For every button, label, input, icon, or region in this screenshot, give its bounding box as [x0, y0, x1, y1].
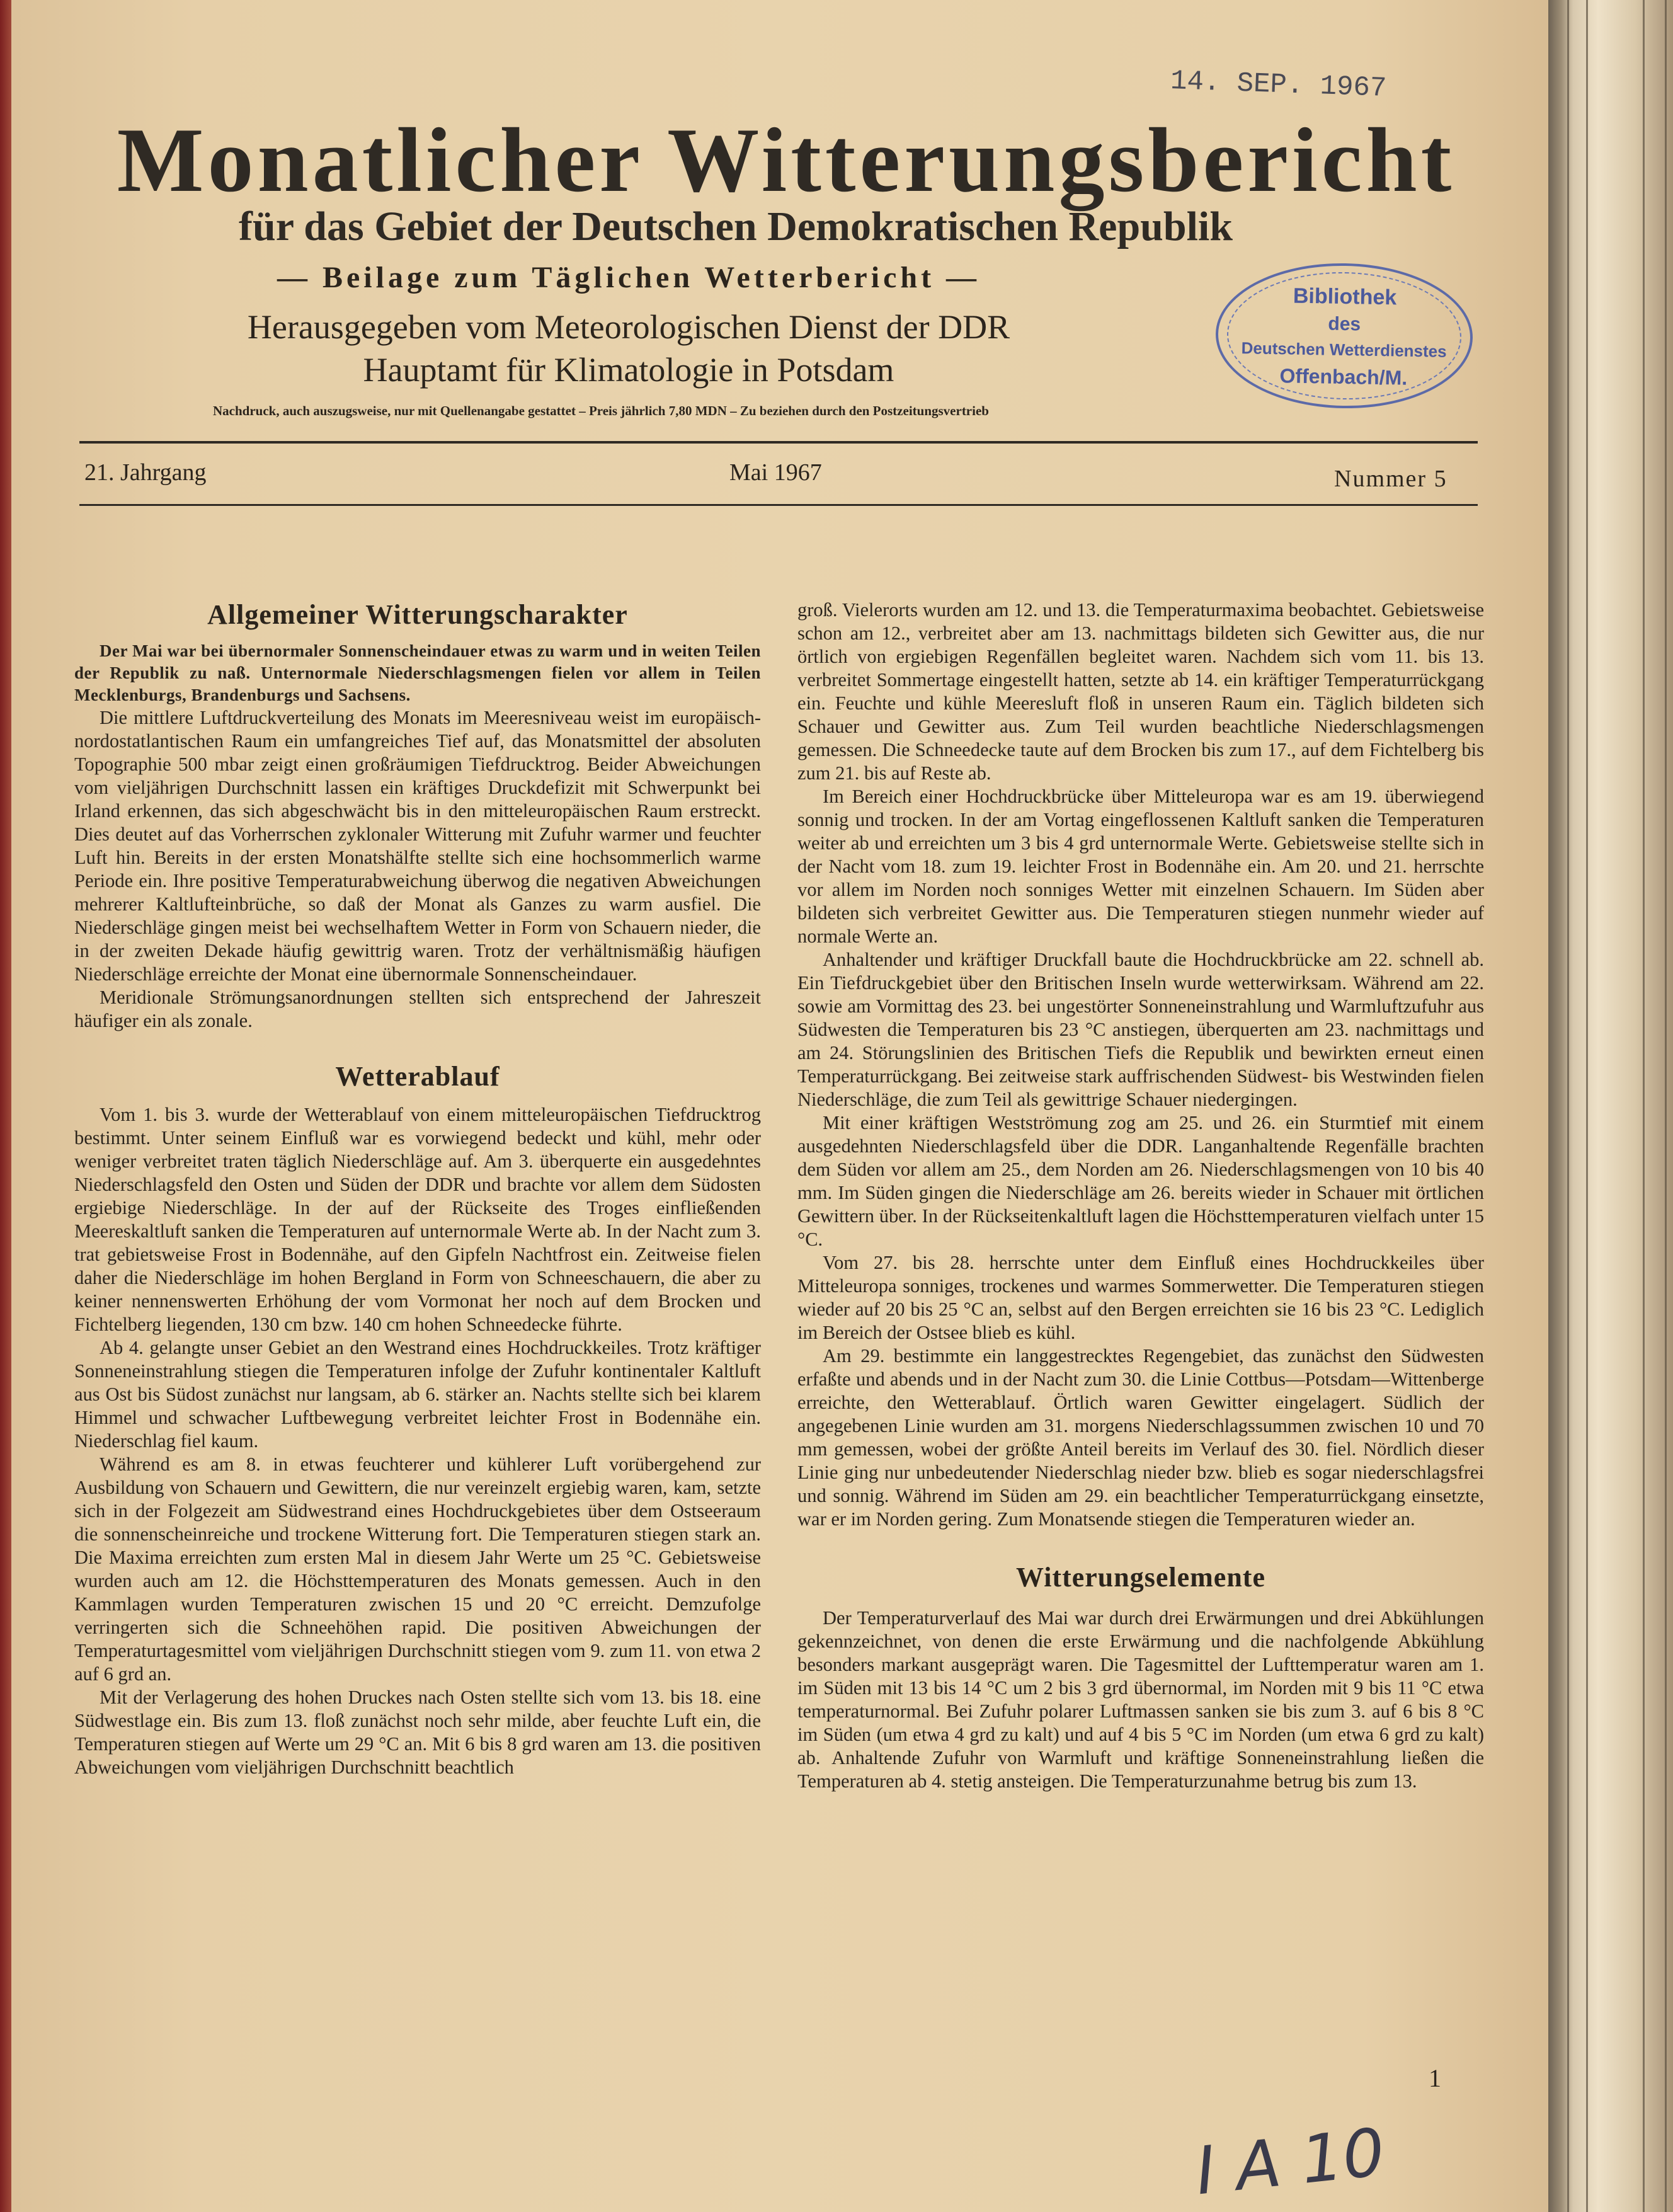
- paragraph: Ab 4. gelangte unser Gebiet an den Westrand eines Hochdruckkeiles. Trotz kräftiger Sonneneinstrahlung stiegen die Temperaturen infolge der Zufuhr kontinentaler Kaltluft aus Ost bis Südost zunächst nur langsam, ab 6. stärker an. Nachts stellte sich bei klarem Himmel und schwacher Luftbewegung verbreitet leichter Frost in Bodennähe ein. Niederschlag fiel kaum.: [74, 1337, 761, 1452]
- publication-subtitle: für das Gebiet der Deutschen Demokratischen Republik: [239, 203, 1233, 249]
- heading-allgemeiner-witterungscharakter: Allgemeiner Witterungscharakter: [207, 599, 628, 630]
- book-binding-edge: [1548, 0, 1673, 2212]
- publication-title: Monatlicher Witterungsbericht: [117, 109, 1456, 211]
- paragraph: Meridionale Strömungsanordnungen stellten sich entsprechend der Jahreszeit häufiger ein als zonale.: [74, 987, 761, 1031]
- paragraph: Mit einer kräftigen Westströmung zog am 25. und 26. ein Sturmtief mit einem ausgedehnten Niederschlagsfeld über die DDR. Langanhaltende Regenfälle brachten dem Süden vor allem am 25., dem Norden am 26. Niederschlagsmengen von 10 bis 40 mm. Im Süden gingen die Niederschläge am 26. bereits wieder in Schauer mit örtlichen Gewittern über. In der Rückseitenkaltluft lagen die Höchsttemperaturen vielfach unter 15 °C.: [797, 1112, 1484, 1250]
- issue-number: Nummer 5: [1334, 466, 1447, 492]
- library-stamp: [1214, 261, 1474, 410]
- header-rule-top: [79, 441, 1478, 444]
- heading-wetterablauf: Wetterablauf: [335, 1061, 500, 1092]
- red-cover-edge: [0, 0, 11, 2212]
- document-page: [11, 0, 1548, 2212]
- paragraph: Im Bereich einer Hochdruckbrücke über Mitteleuropa war es am 19. überwiegend sonnig und trocken. In der am Vortag eingeflossenen Kaltluft sanken die Temperaturen weiter ab und erreichten um 3 bis 4 grd unternormale Werte. Gebietsweise stellte sich in der Nacht vom 18. zum 19. leichter Frost in Bodennähe ein. Am 20. und 21. herrschte vor allem im Norden noch sonniges Wetter mit einzelnen Schauern. Im Süden aber bildeten sich verbreitet Gewitter aus. Die Temperaturen stiegen nunmehr wieder auf normale Werte an.: [797, 786, 1484, 947]
- paragraph: Am 29. bestimmte ein langgestrecktes Regengebiet, das zunächst den Südwesten erfaßte und abends und in der Nacht zum 30. die Linie Cottbus—Potsdam—Wittenberge erreichte, den Wetterablauf. Örtlich waren Gewitter eingelagert. Südlich der angegebenen Linie wurden am 31. morgens Niederschlagssummen zwischen 10 und 70 mm gemessen, wobei der größte Anteil bereits im Verlauf des 30. fiel. Nördlich dieser Linie ging nur unbedeutender Niederschlag nieder bzw. blieb es sogar niederschlagsfrei und sonnig. Während im Süden am 29. ein beachtlicher Temperaturrückgang einsetzte, war er im Norden gering. Zum Monatsende stiegen die Temperaturen wieder an.: [797, 1345, 1484, 1530]
- handwritten-shelfmark: I A 10: [1192, 2113, 1388, 2210]
- reprint-note: Nachdruck, auch auszugsweise, nur mit Quellenangabe gestattet – Preis jährlich 7,80 MDN – Zu beziehen durch den Postzeitungsvertrieb: [213, 403, 989, 418]
- office-line: Hauptamt für Klimatologie in Potsdam: [363, 351, 894, 389]
- paragraph: groß. Vielerorts wurden am 12. und 13. die Temperaturmaxima beobachtet. Gebietsweise schon am 12., verbreitet aber am 13. nachmittags bildeten sich Gewitter aus, die nur örtlich von ergiebigen Regenfällen begleitet waren. Nachdem sich vom 11. bis 13. verbreitet Sommertage eingestellt hatten, setzte ab 14. ein kräftiger Temperaturrückgang ein. Feuchte und kühle Meeresluft floß in unseren Raum ein. Täglich bildeten sich Schauer und Gewitter aus. Zum Teil wurden beachtliche Niederschlagsmengen gemessen. Die Schneedecke taute auf dem Brocken bis zum 17., auf dem Fichtelberg bis zum 21. bis auf Reste ab.: [797, 599, 1484, 784]
- left-column: [74, 599, 761, 1779]
- paragraph: Vom 1. bis 3. wurde der Wetterablauf von einem mitteleuropäischen Tiefdrucktrog bestimmt. Unter seinem Einfluß war es vorwiegend bedeckt und kühl, mehr oder weniger verbreitet traten täglich Niederschläge auf. Am 3. überquerte ein ausgedehntes Niederschlagsfeld den Osten und Süden der DDR und brachte vor allem dem Südosten ergiebige Niederschläge. In der auf der Rückseite des Troges einfließenden Meereskaltluft sanken die Temperaturen auf unternormale Werte ab. In der Nacht zum 3. trat gebietsweise Frost in Bodennähe, auf den Gipfeln Nachtfrost ein. Zeitweise fielen daher die Niederschläge im hohen Bergland in Form von Schneeschauern, die aber zu keiner nennenswerten Erhöhung der vom Vormonat her noch auf dem Brocken und Fichtelberg liegenden, 130 cm bzw. 140 cm hohen Schneedecke führte.: [74, 1104, 761, 1335]
- summary-lead: Der Mai war bei übernormaler Sonnenscheindauer etwas zu warm und in weiten Teilen der Republik zu naß. Unternormale Niederschlagsmengen fielen vor allem in Teilen Mecklenburgs, Brandenburgs und Sachsens.: [74, 641, 761, 704]
- publisher-line: Herausgegeben vom Meteorologischen Dienst der DDR: [247, 308, 1010, 346]
- stamp-line-1: Bibliothek: [1293, 284, 1397, 310]
- supplement-line: — Beilage zum Täglichen Wetterbericht —: [277, 261, 981, 294]
- issue-month: Mai 1967: [729, 459, 822, 486]
- paragraph: Die mittlere Luftdruckverteilung des Monats im Meeresniveau weist im europäisch-nordostatlantischen Raum ein umfangreiches Tief auf, das Monatsmittel der absoluten Topographie 500 mbar zeigt einen großräumigen Tiefdrucktrog. Beider Abweichungen vom vieljährigen Durchschnitt lassen ein kräftiges Druckdefizit mit Schwerpunkt bei Irland erkennen, das sich abgeschwächt bis in den mitteleuropäischen Raum erstreckt. Dies deutet auf das Vorherrschen zyklonaler Witterung mit Zufuhr warmer und feuchter Luft hin. Bereits in der ersten Monatshälfte stellte sich eine hochsommerlich warme Periode ein. Ihre positive Temperaturabweichung überwog die negativen Abweichungen mehrerer Kaltlufteinbrüche, so daß der Monat als Ganzes zu warm ausfiel. Die Niederschläge gingen meist bei wechselhaftem Wetter in Form von Schauern nieder, die in der zweiten Dekade häufig gewittrig waren. Trotz der verhältnismäßig häufigen Niederschläge erreichte der Monat eine übernormale Sonnenscheindauer.: [74, 707, 761, 985]
- received-date-stamp: 14. SEP. 1967: [1170, 66, 1388, 105]
- heading-witterungselemente: Witterungselemente: [1016, 1562, 1265, 1593]
- header-rule-bottom: [79, 504, 1478, 506]
- page-number: 1: [1429, 2064, 1441, 2092]
- right-column: [797, 599, 1484, 1793]
- volume-label: 21. Jahrgang: [84, 459, 207, 486]
- paragraph: Der Temperaturverlauf des Mai war durch drei Erwärmungen und drei Abkühlungen gekennzeichnet, von denen die erste Erwärmung und die nachfolgende Abkühlung besonders markant ausgeprägt waren. Die Tagesmittel der Lufttemperatur waren am 1. im Süden mit 13 bis 14 °C um 2 bis 3 grd übernormal, im Norden mit 9 bis 11 °C etwa temperaturnormal. Bei Zufuhr polarer Luftmassen sanken sie bis zum 3. auf 6 bis 8 °C im Süden (um etwa 4 grd zu kalt) und auf 4 bis 5 °C im Norden (um etwa 6 grd zu kalt) ab. Anhaltende Zufuhr von Warmluft und kräftige Sonneneinstrahlung ließen die Temperaturen ab 4. stetig ansteigen. Die Temperaturzunahme betrug bis zum 13.: [797, 1607, 1484, 1792]
- paragraph: Anhaltender und kräftiger Druckfall baute die Hochdruckbrücke am 22. schnell ab. Ein Tiefdruckgebiet über den Britischen Inseln wurde wetterwirksam. Während am 22. sowie am Vormittag des 23. bei ungestörter Sonneneinstrahlung und Warmluftzufuhr aus Südwesten die Temperaturen bis 23 °C anstiegen, überquerten am 23. nachmittags und am 24. Störungslinien des Britischen Tiefs die Republik und bewirkten erneut einen Temperaturrückgang. Bei zeitweise stark auffrischenden Südwest- bis Westwinden fielen Niederschläge, die zum Teil als gewittrige Schauer niedergingen.: [797, 949, 1484, 1110]
- paragraph: Mit der Verlagerung des hohen Druckes nach Osten stellte sich vom 13. bis 18. eine Südwestlage ein. Bis zum 13. floß zunächst noch sehr milde, aber feuchte Luft ein, die Temperaturen stiegen auf Werte um 29 °C an. Mit 6 bis 8 grd waren am 13. die positiven Abweichungen vom vieljährigen Durchschnitt beachtlich: [74, 1687, 761, 1778]
- stamp-line-3: Deutschen Wetterdienstes: [1241, 338, 1447, 361]
- stamp-line-4: Offenbach/M.: [1279, 364, 1408, 389]
- stamp-line-2: des: [1328, 313, 1361, 335]
- paragraph: Während es am 8. in etwas feuchterer und kühlerer Luft vorübergehend zur Ausbildung von Schauern und Gewittern, die nur vereinzelt ergiebig waren, kam, setzte sich in der Folgezeit am Südwestrand eines Hochdruckgebietes über dem Ostseeraum die sonnenscheinreiche und trockene Witterung fort. Die Temperaturen stiegen stark an. Die Maxima erreichten zum ersten Mal in diesem Jahr Werte um 25 °C. Gebietsweise wurden auch am 12. die Höchsttemperaturen des Monats gemessen. Auch in den Kammlagen wurden Temperaturen zwischen 15 und 20 °C erreicht. Demzufolge verringerten sich die Schneehöhen rapid. Die positiven Abweichungen der Temperaturtagesmittel vom vieljährigen Durchschnitt stiegen vom 9. zum 11. von etwa 2 auf 6 grd an.: [74, 1453, 761, 1685]
- paragraph: Vom 27. bis 28. herrschte unter dem Einfluß eines Hochdruckkeiles über Mitteleuropa sonniges, trockenes und warmes Sommerwetter. Die Temperaturen stiegen wieder auf 20 bis 25 °C an, selbst auf den Bergen erreichten sie 16 bis 23 °C. Lediglich im Bereich der Ostsee blieb es kühl.: [797, 1252, 1484, 1343]
